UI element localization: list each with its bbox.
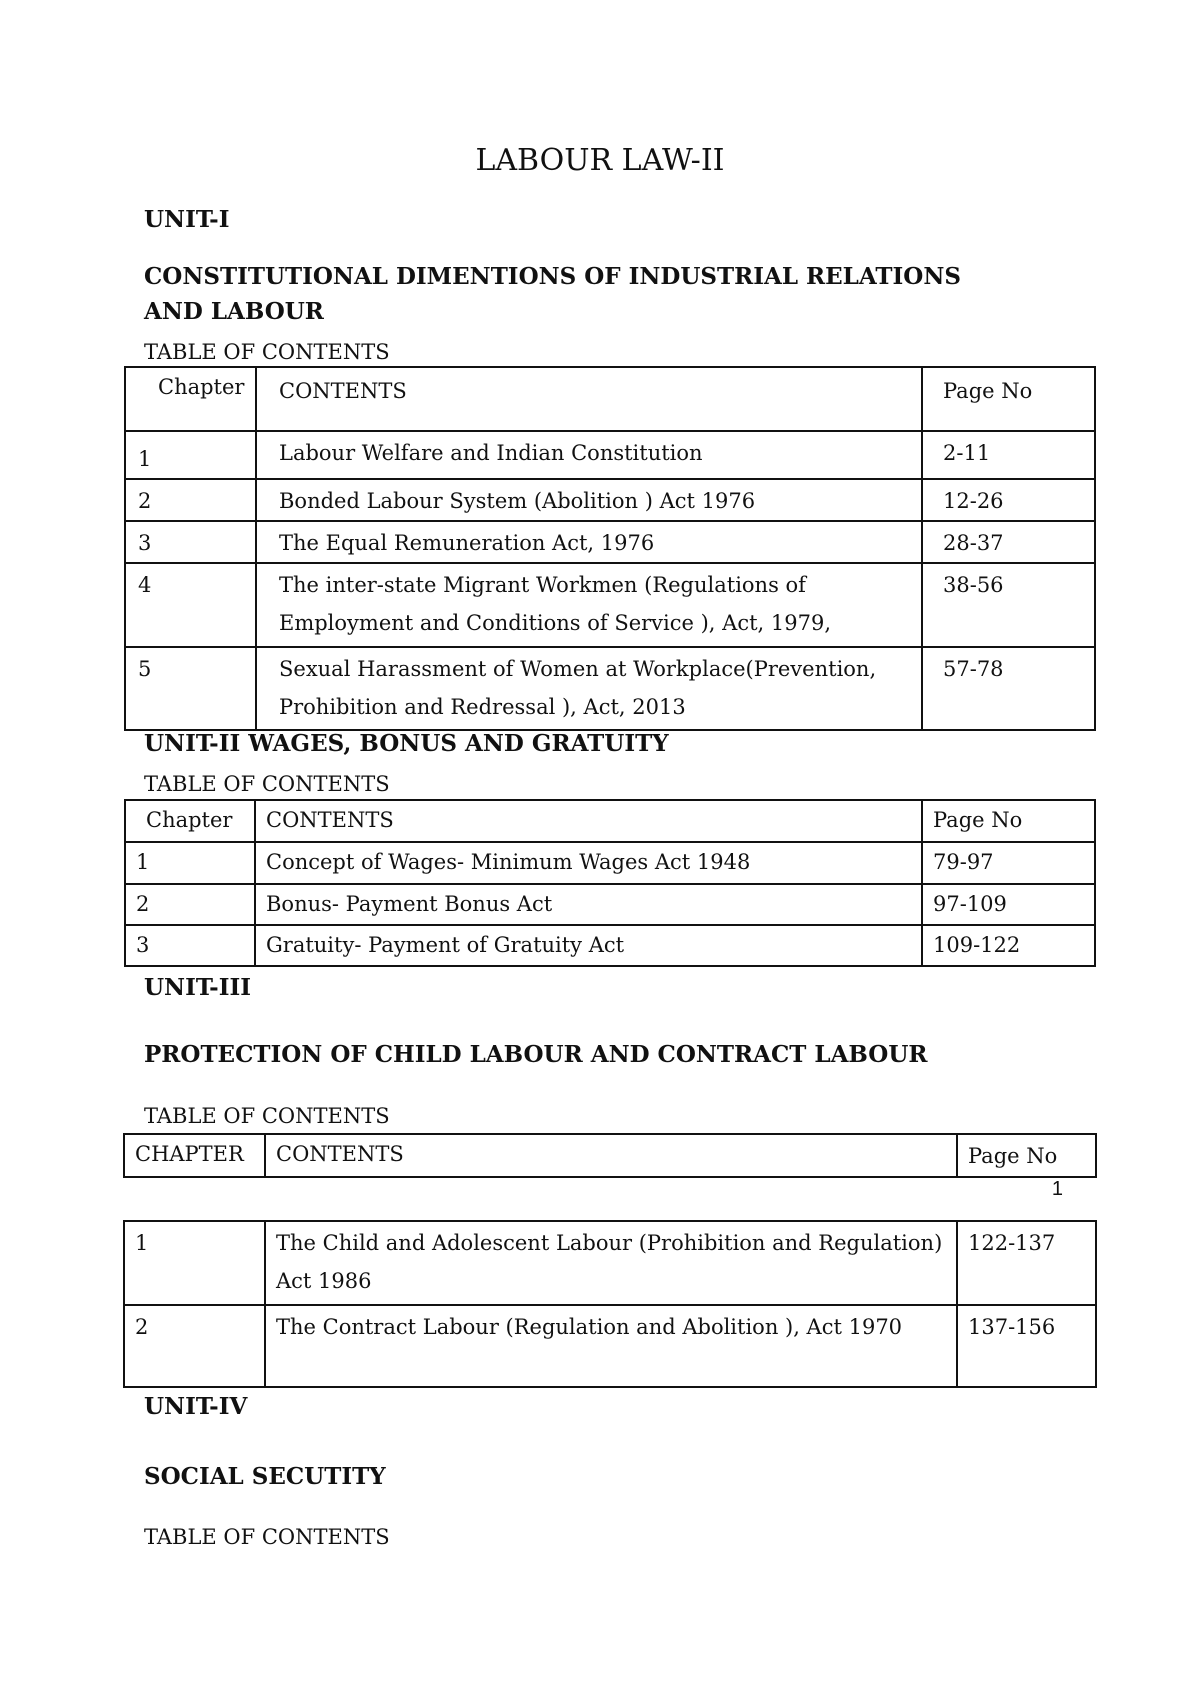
page-cell: 28-37 (922, 521, 1095, 563)
page-header: Page No (922, 800, 1095, 842)
chapter-cell: 4 (125, 563, 256, 647)
contents-header: CONTENTS (255, 800, 922, 842)
table-row (125, 647, 1095, 730)
contents-cell: Sexual Harassment of Women at Workplace(Prevention, Prohibition and Redressal ), Act, 2013 (256, 647, 922, 730)
contents-header: CONTENTS (265, 1134, 957, 1177)
table-header-row (125, 800, 1095, 842)
chapter-cell: 1 (125, 431, 256, 479)
contents-cell: Labour Welfare and Indian Constitution (256, 431, 922, 479)
contents-cell: The Child and Adolescent Labour (Prohibition and Regulation) Act 1986 (265, 1221, 957, 1305)
chapter-cell: 1 (125, 842, 255, 884)
unit3-subheading: PROTECTION OF CHILD LABOUR AND CONTRACT LABOUR (144, 1041, 928, 1068)
page-cell: 57-78 (922, 647, 1095, 730)
contents-cell: The inter-state Migrant Workmen (Regulations of Employment and Conditions of Service ), Act, 1979, (256, 563, 922, 647)
contents-header: CONTENTS (256, 367, 922, 431)
page-cell: 109-122 (922, 925, 1095, 966)
chapter-cell: 3 (125, 925, 255, 966)
table-row (125, 563, 1095, 647)
page-cell: 12-26 (922, 479, 1095, 521)
table-row (125, 521, 1095, 563)
contents-cell: The Contract Labour (Regulation and Abolition ), Act 1970 (265, 1305, 957, 1387)
unit1-heading: UNIT-I (144, 206, 230, 233)
chapter-cell: 3 (125, 521, 256, 563)
unit1-table (124, 366, 1096, 731)
page-cell: 137-156 (957, 1305, 1096, 1387)
chapter-header: Chapter (125, 800, 255, 842)
chapter-header: Chapter (125, 367, 256, 431)
unit2-table (124, 799, 1096, 967)
contents-cell: Gratuity- Payment of Gratuity Act (255, 925, 922, 966)
contents-cell: Concept of Wages- Minimum Wages Act 1948 (255, 842, 922, 884)
chapter-header: CHAPTER (124, 1134, 265, 1177)
chapter-cell: 5 (125, 647, 256, 730)
unit2-toc-label: TABLE OF CONTENTS (144, 772, 390, 796)
table-row (125, 431, 1095, 479)
table-row (125, 479, 1095, 521)
chapter-cell: 1 (124, 1221, 265, 1305)
unit3-table (123, 1220, 1097, 1388)
page-cell: 2-11 (922, 431, 1095, 479)
page-cell: 122-137 (957, 1221, 1096, 1305)
unit4-subheading: SOCIAL SECUTITY (144, 1463, 386, 1490)
table-row (124, 1305, 1096, 1387)
chapter-cell: 2 (125, 884, 255, 925)
chapter-cell: 2 (125, 479, 256, 521)
page-cell: 38-56 (922, 563, 1095, 647)
document-title: LABOUR LAW-II (475, 143, 725, 178)
contents-cell: Bonded Labour System (Abolition ) Act 1976 (256, 479, 922, 521)
page-header: Page No (922, 367, 1095, 431)
table-header-row (124, 1134, 1096, 1177)
page-cell: 97-109 (922, 884, 1095, 925)
unit1-toc-label: TABLE OF CONTENTS (144, 340, 390, 364)
table-row (125, 925, 1095, 966)
unit1-subheading: CONSTITUTIONAL DIMENTIONS OF INDUSTRIAL RELATIONS AND LABOUR (144, 263, 961, 325)
contents-cell: Bonus- Payment Bonus Act (255, 884, 922, 925)
unit4-heading: UNIT-IV (144, 1393, 248, 1420)
unit3-heading: UNIT-III (144, 974, 251, 1001)
table-header-row (125, 367, 1095, 431)
unit3-toc-label: TABLE OF CONTENTS (144, 1104, 390, 1128)
contents-cell: The Equal Remuneration Act, 1976 (256, 521, 922, 563)
table-row (124, 1221, 1096, 1305)
table-row (125, 842, 1095, 884)
page-cell: 79-97 (922, 842, 1095, 884)
unit4-toc-label: TABLE OF CONTENTS (144, 1525, 390, 1549)
chapter-cell: 2 (124, 1305, 265, 1387)
page-header: Page No (957, 1134, 1096, 1177)
table-row (125, 884, 1095, 925)
page-number: 1 (1051, 1178, 1063, 1200)
unit3-header-table (123, 1133, 1097, 1178)
unit2-heading: UNIT-II WAGES, BONUS AND GRATUITY (144, 730, 669, 757)
